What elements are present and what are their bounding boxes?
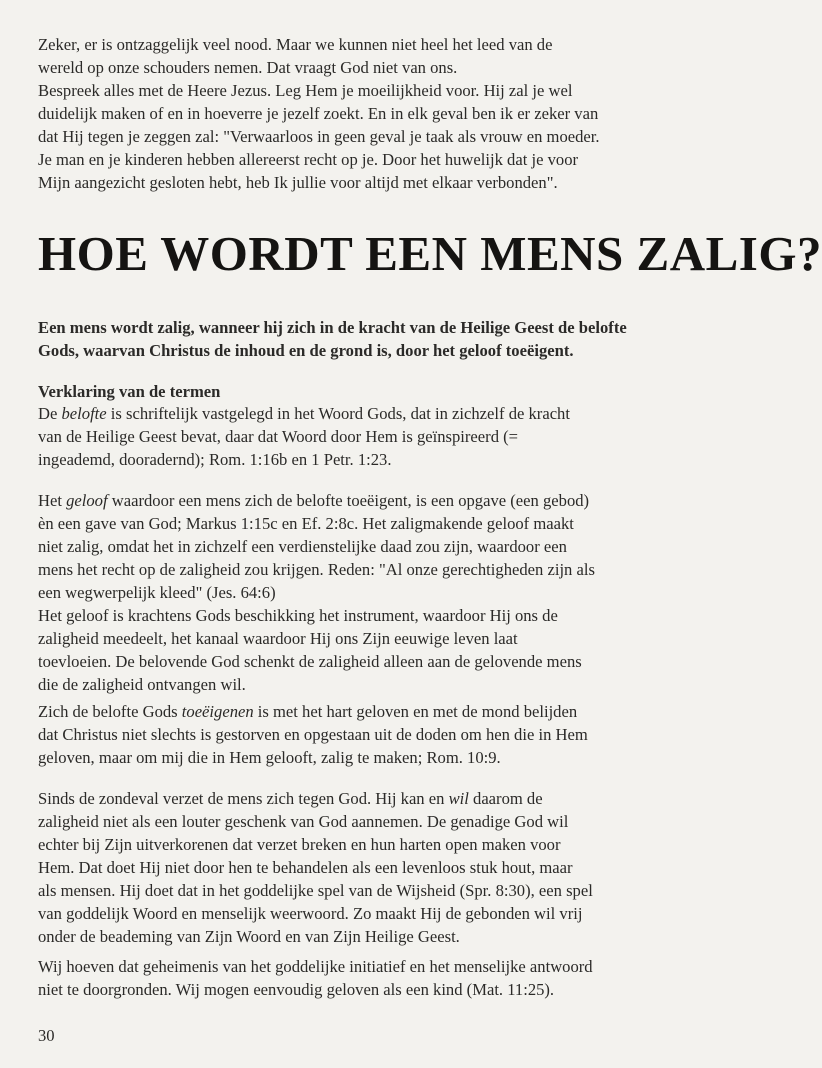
text-line: duidelijk maken of en in hoeverre je jezelf zoekt. En in elk geval ben ik er zeker van — [38, 104, 599, 123]
text-line: Het geloof is krachtens Gods beschikking het instrument, waardoor Hij ons de — [38, 606, 558, 625]
text-line: ingeademd, dooradernd); Rom. 1:16b en 1 Petr. 1:23. — [38, 450, 392, 469]
text-line: èn een gave van God; Markus 1:15c en Ef. 2:8c. Het zaligmakende geloof maakt — [38, 514, 574, 533]
text-line: van goddelijk Woord en menselijk weerwoord. Zo maakt Hij de gebonden wil vrij — [38, 904, 583, 923]
text-line: wereld op onze schouders nemen. Dat vraagt God niet van ons. — [38, 58, 458, 77]
text-run: is schriftelijk vastgelegd in het Woord Gods, dat in zichzelf de kracht — [106, 404, 570, 423]
text-line: Je man en je kinderen hebben allereerst recht op je. Door het huwelijk dat je voor — [38, 150, 579, 169]
text-line: dat Hij tegen je zeggen zal: "Verwaarloos in geen geval je taak als vrouw en moeder. — [38, 127, 600, 146]
text-line: die de zaligheid ontvangen wil. — [38, 675, 246, 694]
text-run: waardoor een mens zich de belofte toeëigent, is een opgave (een gebod) — [107, 491, 590, 510]
definition-belofte — [38, 402, 710, 471]
text-line: Hem. Dat doet Hij niet door hen te behandelen als een levenloos stuk hout, maar — [38, 858, 573, 877]
text-line: Gods, waarvan Christus de inhoud en de grond is, door het geloof toeëigent. — [38, 341, 574, 360]
text-line — [38, 787, 710, 810]
text-line — [38, 402, 710, 425]
text-line: geloven, maar om mij die in Hem gelooft, zalig te maken; Rom. 10:9. — [38, 748, 501, 767]
text-line: echter bij Zijn uitverkorenen dat verzet breken en hun harten open maken voor — [38, 835, 561, 854]
page-number: 30 — [38, 1026, 55, 1045]
text-run: Het — [38, 491, 67, 510]
intro-paragraph — [38, 33, 710, 194]
text-run: daarom de — [468, 789, 543, 808]
emphasis-term: toeëigenen — [181, 702, 254, 721]
text-line: Een mens wordt zalig, wanneer hij zich in de kracht van de Heilige Geest de belofte — [38, 318, 627, 337]
text-line: Bespreek alles met de Heere Jezus. Leg Hem je moeilijkheid voor. Hij zal je wel — [38, 81, 573, 100]
text-line: van de Heilige Geest bevat, daar dat Woord door Hem is geïnspireerd (= — [38, 427, 519, 446]
paragraph-geheimenis — [38, 955, 710, 1001]
thesis-statement — [38, 316, 710, 362]
emphasis-term: belofte — [61, 404, 107, 423]
text-line: toevloeien. De belovende God schenkt de zaligheid alleen aan de gelovende mens — [38, 652, 582, 671]
text-line — [38, 489, 710, 512]
text-line: zaligheid niet als een louter geschenk van God aannemen. De genadige God wil — [38, 812, 569, 831]
text-line: Mijn aangezicht gesloten hebt, heb Ik jullie voor altijd met elkaar verbonden". — [38, 173, 558, 192]
definition-geloof — [38, 489, 710, 696]
text-line: een wegwerpelijk kleed" (Jes. 64:6) — [38, 583, 276, 602]
text-line: zaligheid meedeelt, het kanaal waardoor Hij ons Zijn eeuwige leven laat — [38, 629, 518, 648]
paragraph-toeeigenen — [38, 700, 710, 769]
text-line: dat Christus niet slechts is gestorven en opgestaan uit de doden om hen die in Hem — [38, 725, 588, 744]
chapter-title: HOE WORDT EEN MENS ZALIG? — [38, 226, 822, 281]
text-line: Zeker, er is ontzaggelijk veel nood. Maar we kunnen niet heel het leed van de — [38, 35, 553, 54]
text-run: Zich de belofte Gods — [38, 702, 182, 721]
text-line: als mensen. Hij doet dat in het goddelijke spel van de Wijsheid (Spr. 8:30), een spel — [38, 881, 593, 900]
text-line: Wij hoeven dat geheimenis van het goddelijke initiatief en het menselijke antwoord — [38, 957, 593, 976]
text-run: Sinds de zondeval verzet de mens zich tegen God. Hij kan en — [38, 789, 449, 808]
text-line — [38, 700, 710, 723]
paragraph-zondeval — [38, 787, 710, 948]
section-heading: Verklaring van de termen — [38, 382, 221, 401]
text-run: is met het hart geloven en met de mond belijden — [253, 702, 578, 721]
text-line: niet te doorgronden. Wij mogen eenvoudig geloven als een kind (Mat. 11:25). — [38, 980, 555, 999]
emphasis-term: wil — [448, 789, 469, 808]
text-run: De — [38, 404, 62, 423]
text-line: niet zalig, omdat het in zichzelf een verdienstelijke daad zou zijn, waardoor een — [38, 537, 567, 556]
emphasis-term: geloof — [66, 491, 108, 510]
text-line: mens het recht op de zaligheid zou krijgen. Reden: "Al onze gerechtigheden zijn als — [38, 560, 595, 579]
text-line: onder de beademing van Zijn Woord en van Zijn Heilige Geest. — [38, 927, 460, 946]
